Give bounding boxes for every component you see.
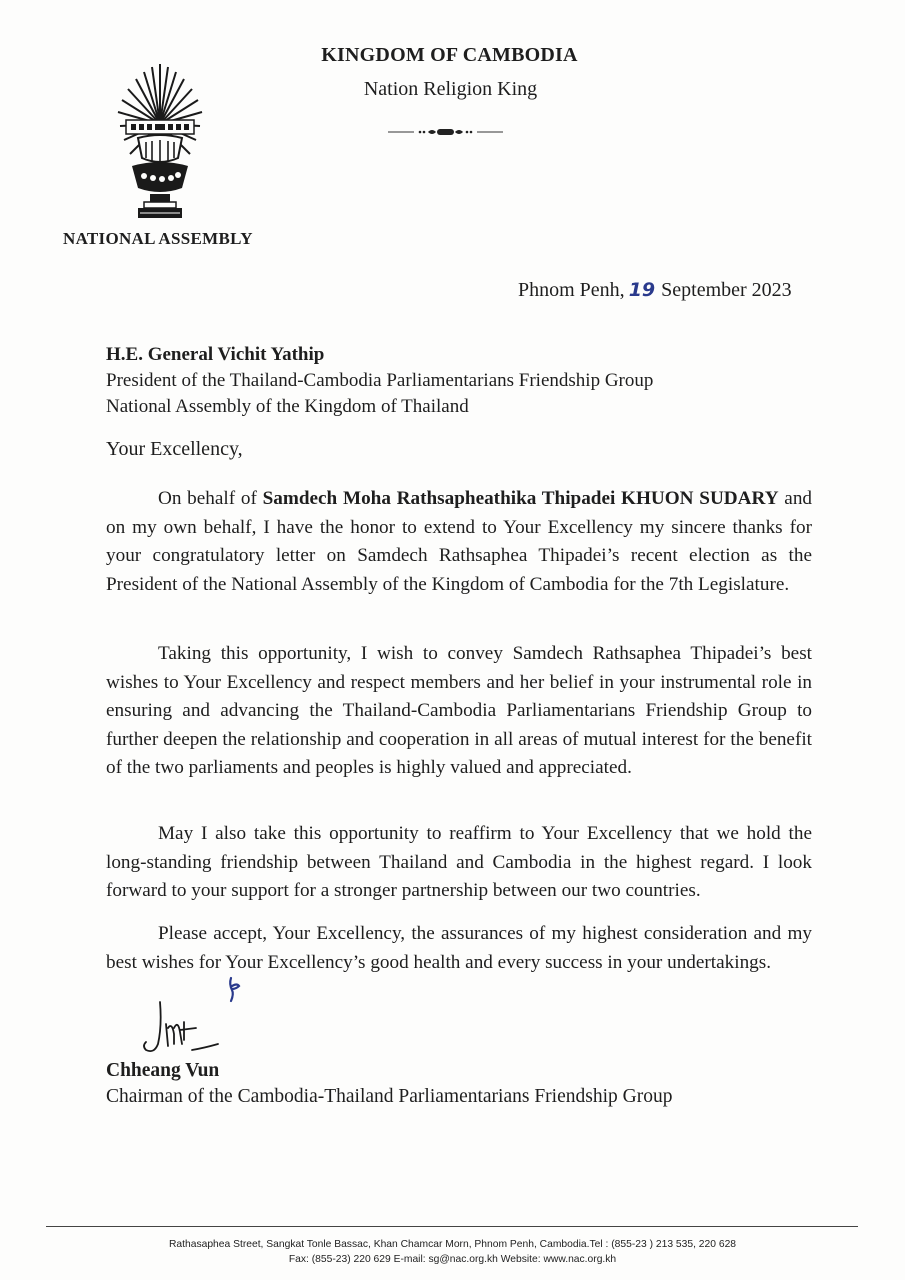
recipient-name: H.E. General Vichit Yathip: [106, 344, 325, 365]
body-paragraph-4: Please accept, Your Excellency, the assurances of my highest consideration and my best wishes for Your Excellency’s good health and every success in your undertakings.: [106, 923, 812, 973]
recipient-institution: National Assembly of the Kingdom of Thailand: [106, 396, 469, 417]
handwritten-signature-icon: [138, 998, 228, 1062]
footer-contact: [0, 1237, 905, 1267]
signer-name: Chheang Vun: [106, 1060, 220, 1081]
national-motto: Nation Religion King: [363, 78, 538, 100]
date-month-year: September 2023: [661, 279, 792, 301]
footer-address: Rathasaphea Street, Sangkat Tonle Bassac, Khan Chamcar Morn, Phnom Penh, Cambodia.Tel : (855-23 ) 213 535, 220 628: [168, 1239, 737, 1250]
country-heading: KINGDOM OF CAMBODIA: [321, 44, 578, 66]
body-paragraph-3: May I also take this opportunity to reaffirm to Your Excellency that we hold the long-standing friendship between Thailand and Cambodia in the highest regard. I look forward to your support for a stronger partnership between our two countries.: [106, 823, 812, 902]
signer-title: Chairman of the Cambodia-Thailand Parliamentarians Friendship Group: [106, 1086, 673, 1107]
institution-name: NATIONAL ASSEMBLY: [63, 229, 253, 248]
date-place: Phnom Penh,: [518, 279, 625, 301]
footer-divider: [46, 1226, 858, 1227]
body-paragraph-2: Taking this opportunity, I wish to convey Samdech Rathsaphea Thipadei’s best wishes to Your Excellency and respect members and her belief in your instrumental role in ensuring and advancing the Thailand-Cambodia Parliamentarians Friendship Group to further deepen the relationship and cooperation in all areas of mutual interest for the benefit of the two parliaments and peoples is highly valued and appreciated.: [106, 643, 812, 779]
p1-bold-name: Samdech Moha Rathsapheathika Thipadei KHUON SUDARY: [262, 488, 779, 509]
recipient-title: President of the Thailand-Cambodia Parliamentarians Friendship Group: [106, 370, 654, 391]
p1-lead: On behalf of: [158, 488, 263, 509]
letter-date: [518, 279, 792, 302]
date-day: 19: [628, 279, 656, 301]
body-paragraph-1: [106, 485, 812, 599]
footer-fax-email-web: Fax: (855-23) 220 629 E-mail: sg@nac.org.kh Website: www.nac.org.kh: [288, 1254, 617, 1265]
recipient-block: [106, 342, 653, 420]
divider-ornament-icon: [388, 125, 503, 139]
salutation: Your Excellency,: [106, 438, 243, 460]
p1-rest: and on my own behalf, I have the honor to extend to Your Excellency my sincere thanks for your congratulatory letter on Samdech Rathsaphea Thipadei’s recent election as the President of the National Assembly of the Kingdom of Cambodia for the 7th Legislature.: [106, 488, 813, 595]
ink-mark-icon: [226, 974, 242, 1004]
